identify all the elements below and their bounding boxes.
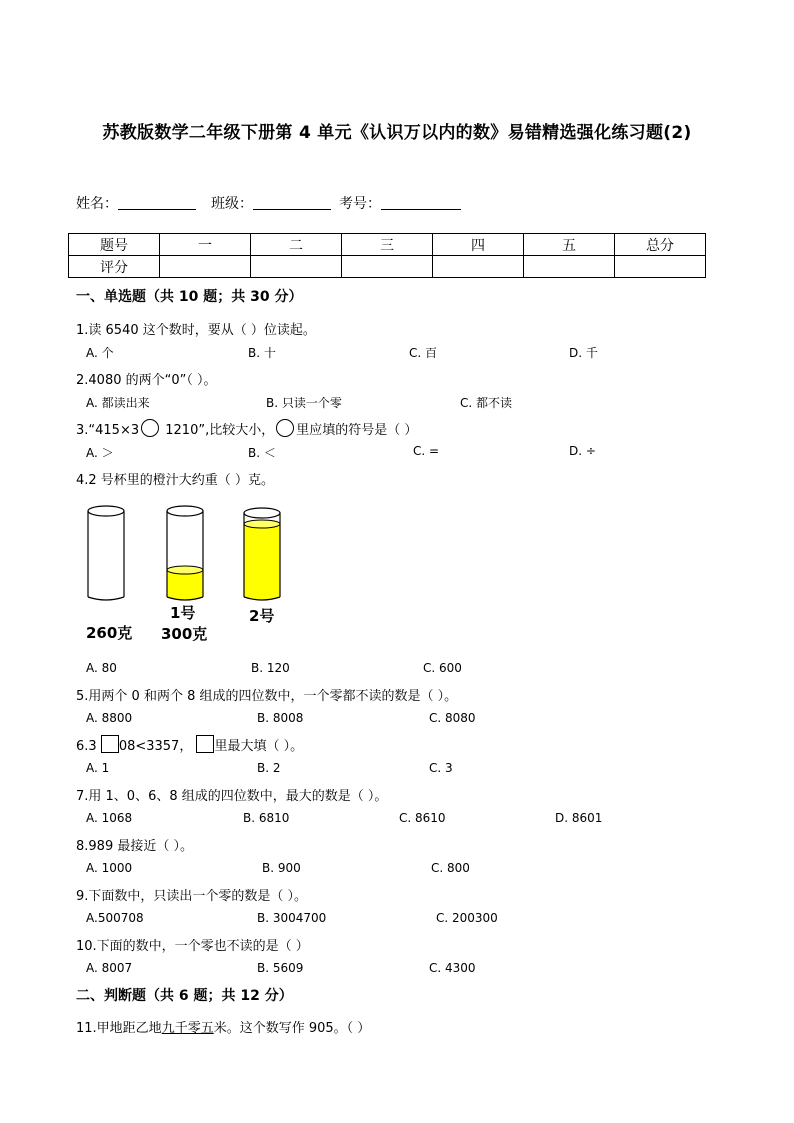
q6-text-end: 里最大填（ ）。 <box>214 739 304 754</box>
q8-option-c[interactable]: C. 800 <box>431 861 470 875</box>
score-cell[interactable] <box>524 256 615 278</box>
q7-option-c[interactable]: C. 8610 <box>399 811 446 825</box>
score-cell[interactable] <box>342 256 433 278</box>
name-field[interactable] <box>76 193 196 213</box>
q9-option-c[interactable]: C. 200300 <box>436 911 498 925</box>
section-heading-true-false: 二、判断题（共 6 题；共 12 分） <box>76 988 293 1004</box>
q2-option-a[interactable]: A. 都读出来 <box>86 396 150 410</box>
q4-option-b[interactable]: B. 120 <box>251 661 290 675</box>
q3-text-start: 3.“415×3 <box>76 423 140 438</box>
q2-option-b[interactable]: B. 只读一个零 <box>266 396 342 410</box>
question-8: 8.989 最接近（ ）。 <box>76 839 193 854</box>
exam-field[interactable] <box>339 193 461 213</box>
q11-underlined-number: 九千零五 <box>161 1021 214 1036</box>
square-blank-icon[interactable] <box>101 735 119 753</box>
square-blank-icon <box>196 735 214 753</box>
question-5: 5.用两个 0 和两个 8 组成的四位数中，一个零都不读的数是（ ）。 <box>76 689 458 704</box>
q6-text-start: 6.3 <box>76 739 101 754</box>
q5-option-a[interactable]: A. 8800 <box>86 711 133 725</box>
exam-blank[interactable] <box>381 195 461 210</box>
score-cell[interactable] <box>433 256 524 278</box>
q7-option-d[interactable]: D. 8601 <box>555 811 603 825</box>
question-7: 7.用 1、0、6、8 组成的四位数中，最大的数是（ ）。 <box>76 789 388 804</box>
q8-option-b[interactable]: B. 900 <box>262 861 301 875</box>
page-title: 苏教版数学二年级下册第 4 单元《认识万以内的数》易错精选强化练习题(2) <box>102 123 692 143</box>
q4-option-c[interactable]: C. 600 <box>423 661 462 675</box>
q6-option-c[interactable]: C. 3 <box>429 761 453 775</box>
score-table <box>68 233 706 278</box>
question-1: 1.读 6540 这个数时，要从（ ）位读起。 <box>76 323 316 338</box>
q5-option-b[interactable]: B. 8008 <box>257 711 304 725</box>
score-header-cell: 题号 <box>69 234 160 256</box>
q3-option-a[interactable]: A. ＞ <box>86 446 114 460</box>
question-3 <box>76 419 417 438</box>
cup-2-name: 2号 <box>249 607 275 625</box>
q6-option-a[interactable]: A. 1 <box>86 761 110 775</box>
q3-option-d[interactable]: D. ÷ <box>569 444 596 458</box>
q1-option-d[interactable]: D. 千 <box>569 346 598 360</box>
q2-option-c[interactable]: C. 都不读 <box>460 396 513 410</box>
score-row-label: 评分 <box>69 256 160 278</box>
empty-cup-icon <box>88 506 124 600</box>
question-11 <box>76 1017 370 1036</box>
name-blank[interactable] <box>118 195 196 210</box>
cup-1-icon <box>167 506 203 600</box>
q6-option-b[interactable]: B. 2 <box>257 761 281 775</box>
question-10: 10.下面的数中，一个零也不读的是（ ） <box>76 939 309 954</box>
q10-option-c[interactable]: C. 4300 <box>429 961 476 975</box>
q4-option-a[interactable]: A. 80 <box>86 661 117 675</box>
class-blank[interactable] <box>253 195 331 210</box>
cup-1-weight: 300克 <box>161 625 208 643</box>
q8-option-a[interactable]: A. 1000 <box>86 861 133 875</box>
cup-1-name: 1号 <box>170 604 196 622</box>
q11-text-end: 米。这个数写作 905。（ ） <box>213 1021 371 1036</box>
score-header-cell: 四 <box>433 234 524 256</box>
q9-option-b[interactable]: B. 3004700 <box>257 911 327 925</box>
q3-text-middle: 1210”,比较大小， <box>161 423 275 438</box>
q9-option-a[interactable]: A.500708 <box>86 911 144 925</box>
score-header-cell: 五 <box>524 234 615 256</box>
class-label: 班级： <box>211 196 253 212</box>
q3-text-end: 里应填的符号是（ ） <box>296 423 418 438</box>
score-header-cell: 二 <box>251 234 342 256</box>
q3-option-b[interactable]: B. ＜ <box>248 446 276 460</box>
score-header-cell: 总分 <box>615 234 706 256</box>
q1-option-a[interactable]: A. 个 <box>86 346 114 360</box>
score-cell[interactable] <box>615 256 706 278</box>
q10-option-a[interactable]: A. 8007 <box>86 961 133 975</box>
cup-2-icon <box>244 508 280 600</box>
class-field[interactable] <box>211 193 331 213</box>
q3-option-c[interactable]: C. = <box>413 444 440 458</box>
circle-blank-icon[interactable] <box>141 419 159 437</box>
section-heading-single-choice: 一、单选题（共 10 题；共 30 分） <box>76 289 303 305</box>
q7-option-b[interactable]: B. 6810 <box>243 811 290 825</box>
score-cell[interactable] <box>251 256 342 278</box>
q1-option-b[interactable]: B. 十 <box>248 346 276 360</box>
q1-option-c[interactable]: C. 百 <box>409 346 438 360</box>
q6-text-middle: 08<3357， <box>118 739 193 754</box>
score-header-cell: 一 <box>160 234 251 256</box>
circle-blank-icon <box>276 419 294 437</box>
question-2: 2.4080 的两个“0”（ ）。 <box>76 373 217 388</box>
q10-option-b[interactable]: B. 5609 <box>257 961 304 975</box>
q7-option-a[interactable]: A. 1068 <box>86 811 133 825</box>
cup-0-weight: 260克 <box>86 624 133 642</box>
q5-option-c[interactable]: C. 8080 <box>429 711 476 725</box>
name-label: 姓名： <box>76 196 118 212</box>
score-header-cell: 三 <box>342 234 433 256</box>
q11-text-start: 11.甲地距乙地 <box>76 1021 162 1036</box>
question-9: 9.下面数中，只读出一个零的数是（ ）。 <box>76 889 308 904</box>
score-cell[interactable] <box>160 256 251 278</box>
question-6 <box>76 735 303 754</box>
question-4: 4.2 号杯里的橙汁大约重（ ）克。 <box>76 473 274 488</box>
exam-label: 考号： <box>339 196 381 212</box>
